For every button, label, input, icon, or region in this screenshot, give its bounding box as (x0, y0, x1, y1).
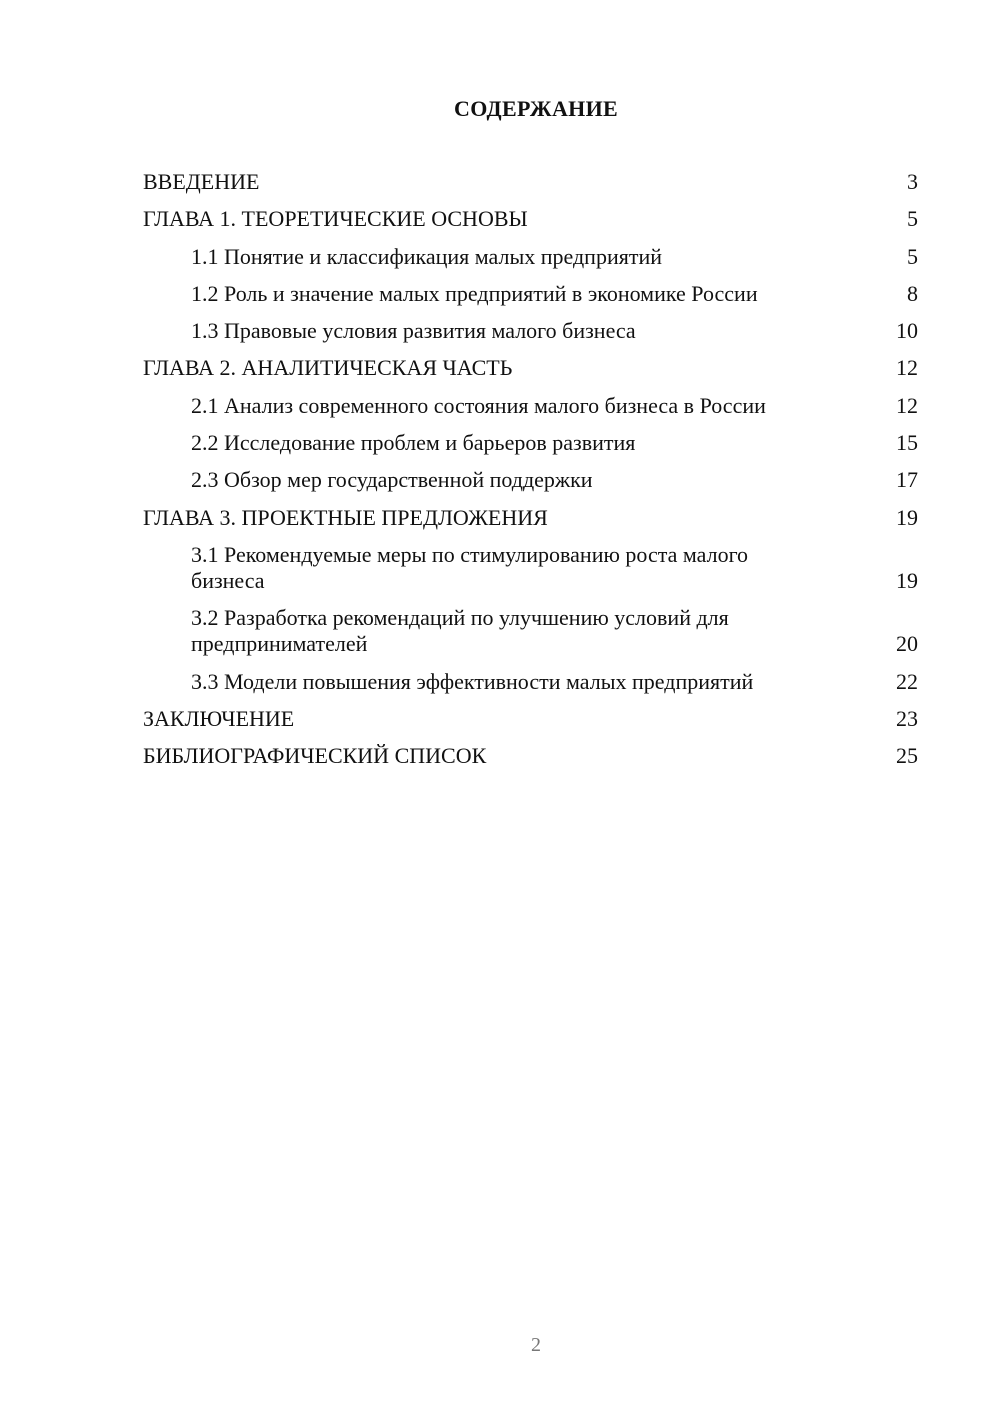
toc-entry-text: 3.2 Разработка рекомендаций по улучшению условий для предпринимателей (191, 605, 729, 657)
toc-entry-page: 19 (896, 504, 918, 530)
toc-entry-text: ГЛАВА 2. АНАЛИТИЧЕСКАЯ ЧАСТЬ (143, 355, 513, 381)
toc-entry-text: 1.3 Правовые условия развития малого бизнеса (191, 318, 636, 344)
toc-entry-section-1-1 (143, 244, 918, 270)
toc-entry-text: ВВЕДЕНИЕ (143, 169, 260, 194)
toc-entry-page: 5 (907, 206, 918, 232)
toc-title: СОДЕРЖАНИЕ (454, 96, 618, 121)
toc-entry-text: 3.3 Модели повышения эффективности малых предприятий (191, 668, 754, 694)
toc-entry-introduction (143, 169, 918, 195)
toc-entry-page: 8 (907, 280, 918, 306)
toc-entry-page: 5 (907, 243, 918, 269)
toc-entry-page: 12 (896, 355, 918, 381)
toc-entry-chapter-3 (143, 505, 918, 531)
toc-entry-page: 10 (896, 318, 918, 344)
toc-entry-text: 2.3 Обзор мер государственной поддержки (191, 467, 593, 493)
toc-entry-text: 2.2 Исследование проблем и барьеров развития (191, 430, 636, 456)
toc-entry-page: 15 (896, 430, 918, 456)
toc-entry-section-1-3 (143, 318, 918, 344)
toc-entry-text: ЗАКЛЮЧЕНИЕ (143, 705, 295, 731)
toc-entry-text: 1.1 Понятие и классификация малых предприятий (191, 243, 663, 269)
toc-entry-section-3-1 (143, 542, 918, 594)
toc-entry-page: 20 (896, 631, 918, 657)
toc-entry-page: 3 (907, 169, 918, 194)
toc-entry-chapter-1 (143, 206, 918, 232)
toc-entry-section-3-3 (143, 669, 918, 695)
toc-entry-text: ГЛАВА 3. ПРОЕКТНЫЕ ПРЕДЛОЖЕНИЯ (143, 504, 548, 530)
toc-entry-text: БИБЛИОГРАФИЧЕСКИЙ СПИСОК (143, 743, 487, 769)
table-of-contents (143, 169, 918, 780)
toc-entry-section-2-1 (143, 393, 918, 419)
toc-entry-section-2-2 (143, 430, 918, 456)
toc-entry-text: 2.1 Анализ современного состояния малого бизнеса в России (191, 392, 766, 418)
toc-entry-section-1-2 (143, 281, 918, 307)
toc-entry-text: 1.2 Роль и значение малых предприятий в экономике России (191, 280, 758, 306)
toc-entry-section-3-2 (143, 605, 918, 657)
toc-entry-page: 17 (896, 467, 918, 493)
toc-entry-page: 23 (896, 705, 918, 731)
toc-entry-bibliography (143, 743, 918, 769)
toc-entry-section-2-3 (143, 467, 918, 493)
toc-entry-text: 3.1 Рекомендуемые меры по стимулированию роста малого бизнеса (191, 541, 749, 593)
toc-entry-page: 25 (896, 743, 918, 769)
page-number: 2 (531, 1334, 541, 1356)
toc-entry-page: 19 (896, 567, 918, 593)
toc-entry-page: 12 (896, 392, 918, 418)
toc-entry-conclusion (143, 706, 918, 732)
toc-entry-page: 22 (896, 668, 918, 694)
toc-entry-chapter-2 (143, 355, 918, 381)
toc-entry-text: ГЛАВА 1. ТЕОРЕТИЧЕСКИЕ ОСНОВЫ (143, 206, 528, 232)
